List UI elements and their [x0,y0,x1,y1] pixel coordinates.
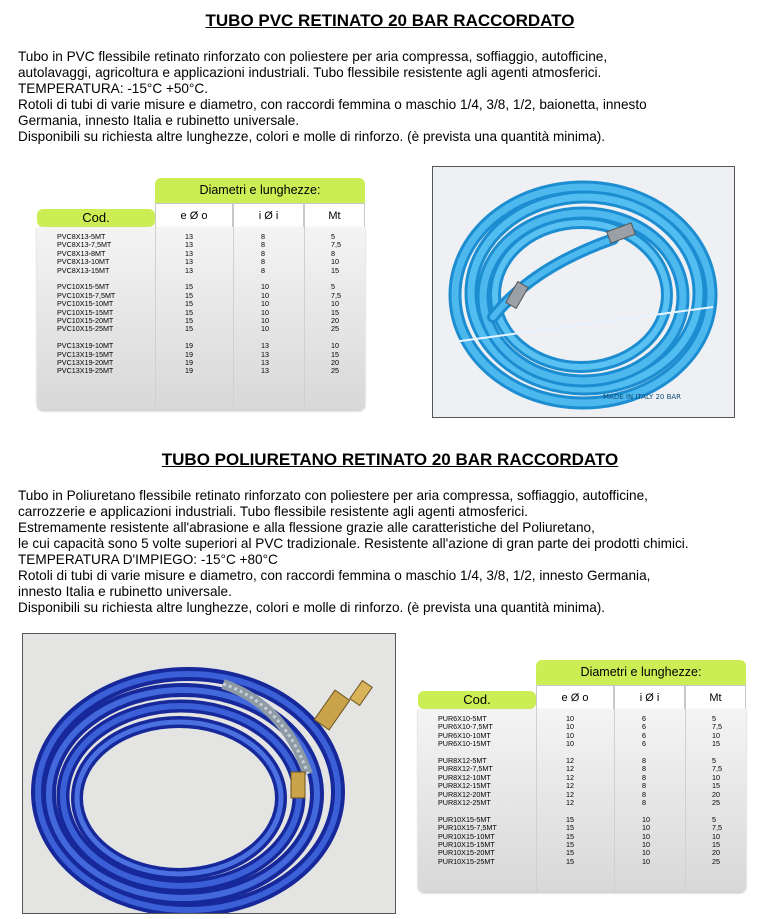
outer-diameter: 12 [566,764,574,774]
length: 5 [331,232,335,241]
product-code: PUR8X12-10MT [438,772,491,782]
inner-diameter: 10 [261,316,269,325]
length: 25 [712,856,720,866]
description-line: Tubo in Poliuretano flessibile retinato rinforzato con poliestere per aria compressa, soffiaggio, autofficine, [18,488,648,503]
length: 15 [331,307,339,317]
length: 25 [331,324,339,334]
outer-diameter: 15 [566,856,574,866]
outer-diameter: 15 [185,299,193,309]
inner-diameter: 6 [642,730,646,740]
description-line: TEMPERATURA: -15°C +50°C. [18,81,209,96]
product-code: PVC13X19-15MT [57,349,114,359]
inner-diameter-header: i Ø i [614,685,685,709]
inner-diameter: 10 [261,324,269,334]
code-column-header: Cod. [418,691,536,709]
inner-diameter: 8 [642,756,646,765]
product-code: PUR8X12-5MT [438,756,487,765]
product-code: PVC8X13-15MT [57,265,110,275]
length: 7,5 [712,764,722,774]
description-line: Rotoli di tubi di varie misure e diametro, con raccordi femmina o maschio 1/4, 3/8, 1/2, baionetta, innesto [18,97,647,112]
code-column-header: Cod. [37,209,155,227]
product-code: PUR8X12-20MT [438,789,491,799]
outer-diameter: 15 [185,290,193,300]
table-row [418,858,746,866]
product-code: PVC13X19-25MT [57,366,114,376]
outer-diameter: 10 [566,730,574,740]
inner-diameter: 6 [642,714,646,723]
product-code: PVC8X13-10MT [57,257,110,267]
outer-diameter: 19 [185,366,193,376]
pur-size-table [418,660,746,893]
table-body [418,709,746,892]
outer-diameter: 12 [566,789,574,799]
product-code: PUR6X10-7,5MT [438,722,493,732]
inner-diameter: 10 [261,307,269,317]
product-code: PUR8X12-25MT [438,798,491,807]
inner-diameter: 10 [642,823,650,833]
description-line: Estremamente resistente all'abrasione e alla flessione grazie alle caratteristiche del Poliuretano, [18,520,595,535]
section1-title: TUBO PVC RETINATO 20 BAR RACCORDATO [205,11,575,30]
product-code: PVC8X13-8MT [57,248,106,258]
length: 10 [331,341,339,351]
inner-diameter: 10 [261,282,269,292]
outer-diameter: 15 [566,848,574,858]
product-code: PUR10X15-7,5MT [438,823,497,833]
length: 15 [712,781,720,791]
product-code: PVC10X15-7,5MT [57,290,116,300]
inner-diameter: 6 [642,739,646,749]
outer-diameter: 15 [185,307,193,317]
product-code: PVC10X15-20MT [57,316,114,325]
inner-diameter-header: i Ø i [233,203,304,227]
inner-diameter: 6 [642,722,646,732]
inner-diameter: 13 [261,341,269,351]
length: 8 [331,248,335,258]
length: 15 [712,739,720,749]
product-code: PVC10X15-15MT [57,307,114,317]
outer-diameter: 19 [185,358,193,367]
outer-diameter: 19 [185,349,193,359]
outer-diameter: 15 [566,840,574,849]
inner-diameter: 8 [261,240,265,250]
pvc-hose-image [433,167,735,418]
outer-diameter: 15 [185,316,193,325]
pur-hose-image [23,634,396,914]
product-code: PVC8X13-7,5MT [57,240,112,250]
table-row [418,740,746,748]
inner-diameter: 8 [642,789,646,799]
outer-diameter: 10 [566,714,574,723]
product-code: PUR6X10-5MT [438,714,487,723]
outer-diameter: 15 [566,831,574,841]
outer-diameter: 15 [185,324,193,334]
product-code: PUR10X15-20MT [438,848,495,858]
outer-diameter: 12 [566,772,574,782]
length: 20 [331,316,339,325]
length: 20 [331,358,339,367]
description-line: Germania, innesto Italia e rubinetto universale. [18,113,300,128]
length: 20 [712,848,720,858]
outer-diameter: 15 [185,282,193,292]
pur-hose-photo [22,633,396,914]
inner-diameter: 8 [642,764,646,774]
table-body [37,227,365,410]
description-line: Disponibili su richiesta altre lunghezze, colori e molle di rinforzo. (è prevista una quantità minima). [18,129,606,144]
length: 20 [712,789,720,799]
length: 15 [331,349,339,359]
table-row [37,325,365,333]
length: 5 [712,814,716,824]
table-row [37,267,365,275]
length: 15 [331,265,339,275]
length: 25 [712,798,720,807]
length-header: Mt [304,203,365,227]
length: 25 [331,366,339,376]
inner-diameter: 10 [642,856,650,866]
length: 7,5 [712,722,722,732]
length: 10 [712,730,720,740]
inner-diameter: 8 [642,798,646,807]
description-line: innesto Italia e rubinetto universale. [18,584,232,599]
description-line: Disponibili su richiesta altre lunghezze, colori e molle di rinforzo. (è prevista una quantità minima). [18,600,606,615]
length-header: Mt [685,685,746,709]
length: 5 [331,282,335,292]
inner-diameter: 8 [261,257,265,267]
pvc-hose-print: MADE IN ITALY 20 BAR [603,393,682,401]
length: 7,5 [331,240,341,250]
length: 7,5 [331,290,341,300]
table-row [418,799,746,807]
product-code: PUR10X15-15MT [438,840,495,849]
inner-diameter: 10 [261,299,269,309]
length: 10 [331,299,339,309]
inner-diameter: 10 [261,290,269,300]
length: 10 [331,257,339,267]
pvc-size-table [37,178,365,414]
product-code: PUR10X15-5MT [438,814,491,824]
product-code: PUR8X12-15MT [438,781,491,791]
length: 7,5 [712,823,722,833]
length: 5 [712,714,716,723]
description-line: le cui capacità sono 5 volte superiori al PVC tradizionale. Resistente all'azione di gran parte dei prodotti chimici. [18,536,689,551]
product-code: PVC10X15-25MT [57,324,114,334]
outer-diameter: 10 [566,739,574,749]
inner-diameter: 8 [261,265,265,275]
inner-diameter: 13 [261,349,269,359]
inner-diameter: 8 [642,781,646,791]
length: 10 [712,831,720,841]
section2-title: TUBO POLIURETANO RETINATO 20 BAR RACCORDATO [161,450,619,469]
length: 15 [712,840,720,849]
inner-diameter: 8 [642,772,646,782]
dimensions-header: Diametri e lunghezze: [536,660,746,689]
outer-diameter: 13 [185,248,193,258]
product-code: PUR10X15-25MT [438,856,495,866]
product-code: PVC13X19-20MT [57,358,114,367]
outer-diameter: 10 [566,722,574,732]
inner-diameter: 10 [642,840,650,849]
outer-diameter: 13 [185,265,193,275]
description-line: autolavaggi, agricoltura e applicazioni industriali. Tubo flessibile resistente agli agenti atmosferici. [18,65,602,80]
product-code: PVC8X13-5MT [57,232,106,241]
length: 5 [712,756,716,765]
description-line: Tubo in PVC flessibile retinato rinforzato con poliestere per aria compressa, soffiaggio, autofficine, [18,49,608,64]
outer-diameter: 13 [185,240,193,250]
inner-diameter: 10 [642,831,650,841]
inner-diameter: 10 [642,814,650,824]
product-code: PVC13X19-10MT [57,341,114,351]
description-line: carrozzerie e applicazioni industriali. Tubo flessibile resistente agli agenti atmosferici. [18,504,529,519]
description-line: TEMPERATURA D'IMPIEGO: -15°C +80°C [18,552,278,567]
outer-diameter: 19 [185,341,193,351]
dimensions-header: Diametri e lunghezze: [155,178,365,207]
length: 10 [712,772,720,782]
table-row [37,367,365,375]
product-code: PUR10X15-10MT [438,831,495,841]
outer-diameter-header: e Ø o [155,203,233,227]
inner-diameter: 8 [261,248,265,258]
outer-diameter: 12 [566,798,574,807]
outer-diameter-header: e Ø o [536,685,614,709]
description-line: Rotoli di tubi di varie misure e diametro, con raccordi femmina o maschio 1/4, 3/8, 1/2, innesto Germania, [18,568,651,583]
inner-diameter: 13 [261,366,269,376]
inner-diameter: 10 [642,848,650,858]
product-code: PUR8X12-7,5MT [438,764,493,774]
outer-diameter: 15 [566,814,574,824]
inner-diameter: 8 [261,232,265,241]
product-code: PUR6X10-10MT [438,730,491,740]
outer-diameter: 13 [185,257,193,267]
outer-diameter: 15 [566,823,574,833]
outer-diameter: 12 [566,781,574,791]
outer-diameter: 13 [185,232,193,241]
pvc-hose-photo [432,166,735,418]
outer-diameter: 12 [566,756,574,765]
inner-diameter: 13 [261,358,269,367]
product-code: PVC10X15-10MT [57,299,114,309]
product-code: PUR6X10-15MT [438,739,491,749]
product-code: PVC10X15-5MT [57,282,110,292]
